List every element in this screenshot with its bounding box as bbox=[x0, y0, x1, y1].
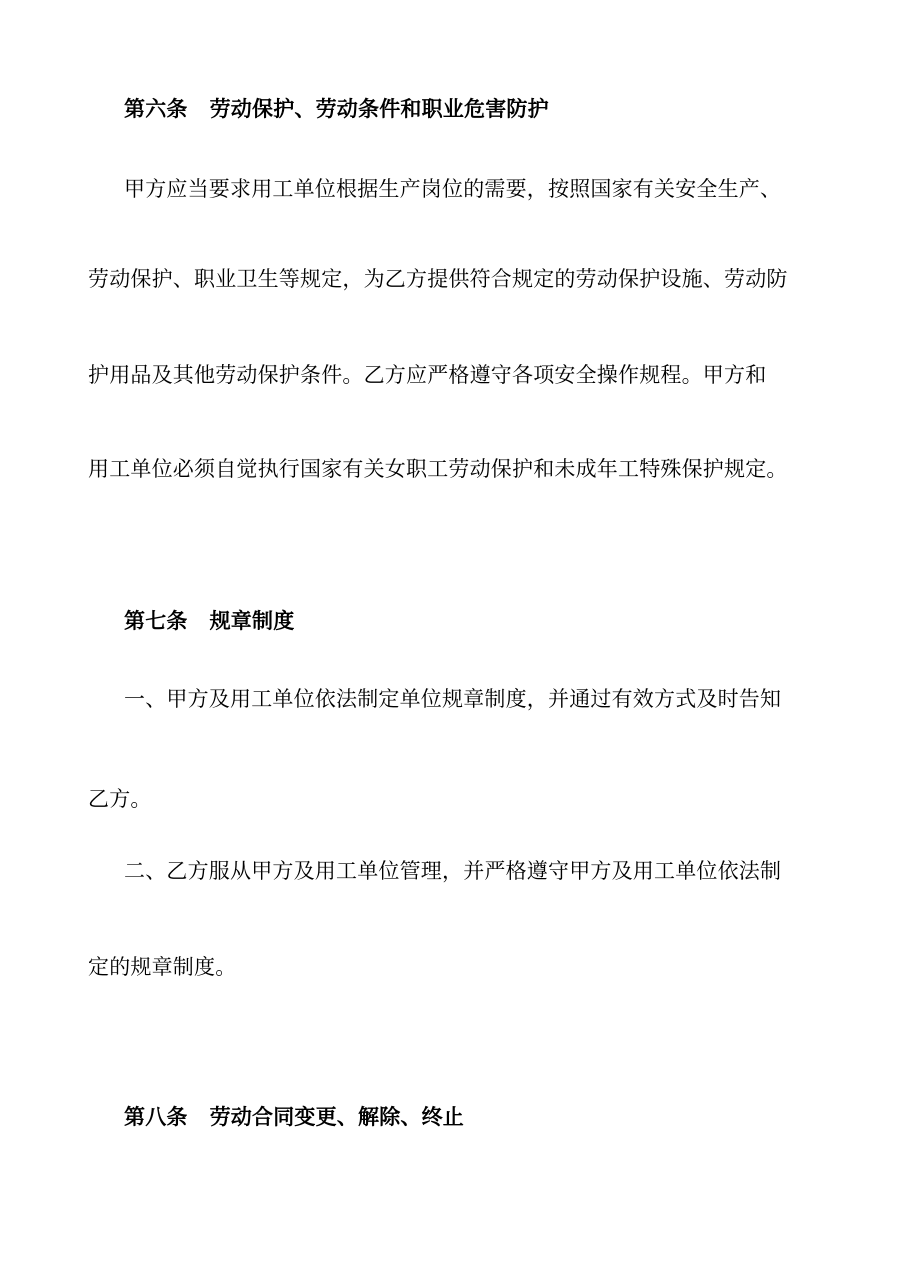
section-7-title: 规章制度 bbox=[209, 609, 295, 633]
section-6-number: 第六条 bbox=[124, 97, 188, 121]
section-8-title: 劳动合同变更、解除、终止 bbox=[209, 1105, 465, 1129]
section-7-number: 第七条 bbox=[124, 609, 188, 633]
section-8-number: 第八条 bbox=[124, 1105, 188, 1129]
section-7-line-3: 二、乙方服从甲方及用工单位管理，并严格遵守甲方及用工单位依法制 bbox=[124, 859, 782, 883]
section-6-line-1: 甲方应当要求用工单位根据生产岗位的需要，按照国家有关安全生产、 bbox=[124, 177, 782, 201]
section-6-line-3: 护用品及其他劳动保护条件。乙方应严格遵守各项安全操作规程。甲方和 bbox=[88, 363, 767, 387]
section-7-line-4: 定的规章制度。 bbox=[88, 955, 237, 979]
section-8-heading bbox=[124, 1102, 864, 1132]
section-6-line-4: 用工单位必须自觉执行国家有关女职工劳动保护和未成年工特殊保护规定。 bbox=[88, 457, 788, 481]
section-7-line-1: 一、甲方及用工单位依法制定单位规章制度，并通过有效方式及时告知 bbox=[124, 687, 782, 711]
section-6-heading bbox=[124, 94, 864, 124]
section-6-line-2: 劳动保护、职业卫生等规定，为乙方提供符合规定的劳动保护设施、劳动防 bbox=[88, 267, 788, 291]
section-7-heading bbox=[124, 606, 864, 636]
section-7-line-2: 乙方。 bbox=[88, 787, 152, 811]
section-6-title: 劳动保护、劳动条件和职业危害防护 bbox=[209, 97, 549, 121]
